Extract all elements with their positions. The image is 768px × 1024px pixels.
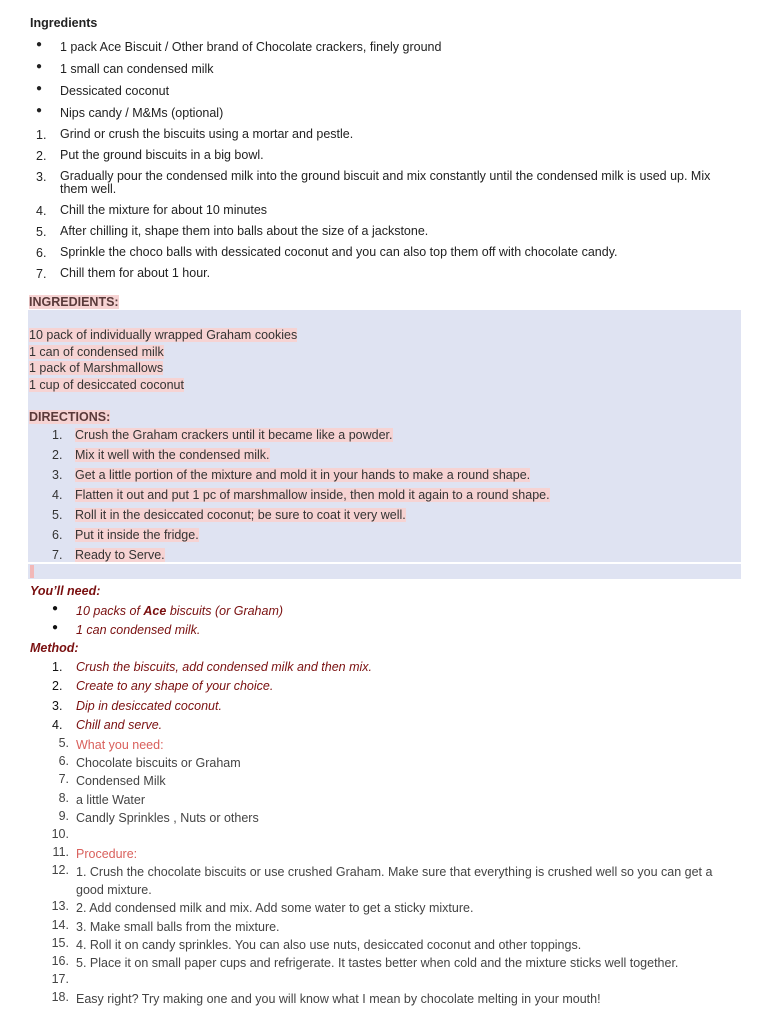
list-item: 16. 5. Place it on small paper cups and refrigerate. It tastes better when cold and the mixture sticks well together. [51, 953, 679, 970]
bullet-icon: ● [52, 603, 59, 614]
list-item: 6. Chocolate biscuits or Graham [58, 754, 241, 771]
bullet-icon: ● [52, 622, 59, 633]
bullet-icon: ● [36, 83, 43, 94]
list-item: 14. 3. Make small balls from the mixture. [51, 917, 280, 934]
list-item: ● Dessicated coconut [36, 83, 170, 98]
list-item: 1. Grind or crush the biscuits using a mortar and pestle. [36, 127, 354, 142]
list-item: 6. Sprinkle the choco balls with dessicated coconut and you can also top them off with chocolate candy. [36, 245, 618, 260]
list-item: 1 can of condensed milk [29, 344, 164, 359]
you-need-heading: You’ll need: [30, 584, 101, 598]
what-you-need-list [30, 736, 740, 1008]
list-item: ● 1 small can condensed milk [36, 61, 214, 76]
list-item: ● Nips candy / M&Ms (optional) [36, 105, 224, 120]
directions-list [30, 427, 730, 567]
list-item: 3. Get a little portion of the mixture and mold it in your hands to make a round shape. [52, 468, 531, 482]
bullet-icon: ● [36, 105, 43, 116]
list-item: 6. Put it inside the fridge. [52, 528, 199, 542]
bullet-icon: ● [36, 61, 43, 72]
list-item: 12. 1. Crush the chocolate biscuits or use crushed Graham. Make sure that everything is crushed well so you can get a good mixture. [51, 863, 713, 898]
list-item: 4. Flatten it out and put 1 pc of marshmallow inside, then mold it again to a round shape. [52, 488, 550, 502]
ingredients-bullet-list [30, 38, 750, 126]
list-item: 3. Gradually pour the condensed milk into the ground biscuit and mix constantly until the condensed milk is used up. Mix them well. [36, 169, 711, 196]
list-item: 7. Chill them for about 1 hour. [36, 266, 211, 281]
list-item: 1 pack of Marshmallows [29, 361, 164, 376]
list-item: 5. After chilling it, shape them into balls about the size of a jackstone. [36, 224, 429, 239]
list-item: 18. Easy right? Try making one and you will know what I mean by chocolate melting in your mouth! [51, 990, 601, 1007]
list-item: 2. Put the ground biscuits in a big bowl. [36, 148, 264, 163]
list-item: 5. What you need: [58, 736, 164, 752]
directions-heading: DIRECTIONS: [29, 410, 111, 424]
list-item: 9. Candly Sprinkles , Nuts or others [58, 808, 259, 825]
list-item: 8. a little Water [58, 790, 146, 807]
steps-list [30, 128, 740, 288]
method-heading: Method: [30, 641, 79, 655]
list-item: 15. 4. Roll it on candy sprinkles. You can also use nuts, desiccated coconut and other toppings. [51, 935, 582, 952]
ingredients-heading: INGREDIENTS: [29, 295, 119, 309]
list-item: 17. [51, 972, 69, 987]
list-item: 4. Chill the mixture for about 10 minutes [36, 203, 268, 218]
list-item: 13. 2. Add condensed milk and mix. Add some water to get a sticky mixture. [51, 899, 474, 916]
bullet-icon: ● [36, 39, 43, 50]
list-item: ● 1 pack Ace Biscuit / Other brand of Chocolate crackers, finely ground [36, 39, 442, 54]
list-item: 10. [51, 826, 69, 841]
list-item: 5. Roll it in the desiccated coconut; be sure to coat it very well. [52, 508, 406, 522]
list-item: 7. Condensed Milk [58, 772, 166, 789]
list-item: 1 cup of desiccated coconut [29, 378, 184, 393]
list-item: 2. Mix it well with the condensed milk. [52, 448, 270, 462]
list-item: 11. Procedure: [52, 845, 138, 862]
list-item: 7. Ready to Serve. [52, 548, 165, 562]
list-item: 1. Crush the Graham crackers until it became like a powder. [52, 428, 393, 442]
ingredients-title: Ingredients [30, 16, 98, 30]
list-item: 10 pack of individually wrapped Graham cookies [29, 328, 298, 342]
recipe-document: Ingredients ● 1 pack Ace Biscuit / Other brand of Chocolate crackers, finely ground ● 1 small can condensed milk ● Dessicated coconut ● Nips candy / M&Ms (optional) 1. Grind or crush the biscuits using a mortar and pestle. 2. Put the ground biscuits in a big bowl. 3. Gradually pour the condensed milk into the ground biscuit and mix constantly until the condensed milk is used up. Mix them well. 4. Chill the mixture for about 10 minutes 5. After chilling it, shape them into balls about the size of a jackstone. 6. Sprinkle the choco balls with dessicated coconut and you can also top them off with chocolate candy. 7. Chill them for about 1 hour. INGREDIENTS: 10 pack of individually wrapped Graham cookies 1 can of condensed milk 1 pack of Marshmallows 1 cup of desiccated coconut DIRECTIONS: 1. Crush the Graham crackers until it became like a powder. 2. Mix it well with the condensed milk. 3. Get a little portion of the mixture and mold it in your hands to make a round shape. 4. Flatten it out and put 1 pc of marshmallow inside, then mold it again to a round shape. 5. Roll it in the desiccated coconut; be sure to coat it very well. 6. Put it inside the fridge. 7. Ready to Serve. You’ll need: ● 10 packs of Ace biscuits (or Graham) ● 1 can condensed milk. Method: 1. Crush the biscuits, add condensed milk and then mix. 2. Create to any shape of your choice. 3. Dip in desiccated coconut. 4. Chill and serve. 5. What you need: 6. Chocolate biscuits or Graham 7. Condensed Milk 8. a little Water 9. Candly Sprinkles , Nuts or others 10. 11. Procedure: 12. 1. Crush the chocolate biscuits or use crushed Graham. Make sure that everything is crushed well so you can get a good mixture. 13. 2. Add condensed milk and mix. Add some water to get a sticky mixture. 14. 3. Make small balls from the mixture. 15. 4. Roll it on candy sprinkles. You can also use nuts, desiccated coconut and other toppings. 16. 5. Place it on small paper cups and refrigerate. It tastes better when cold and the mixture sticks well together. 17. 18. Easy right? Try making one and you will know what I mean by chocolate melting in your mouth! [0, 0, 768, 1024]
ingredients-list [29, 328, 297, 395]
